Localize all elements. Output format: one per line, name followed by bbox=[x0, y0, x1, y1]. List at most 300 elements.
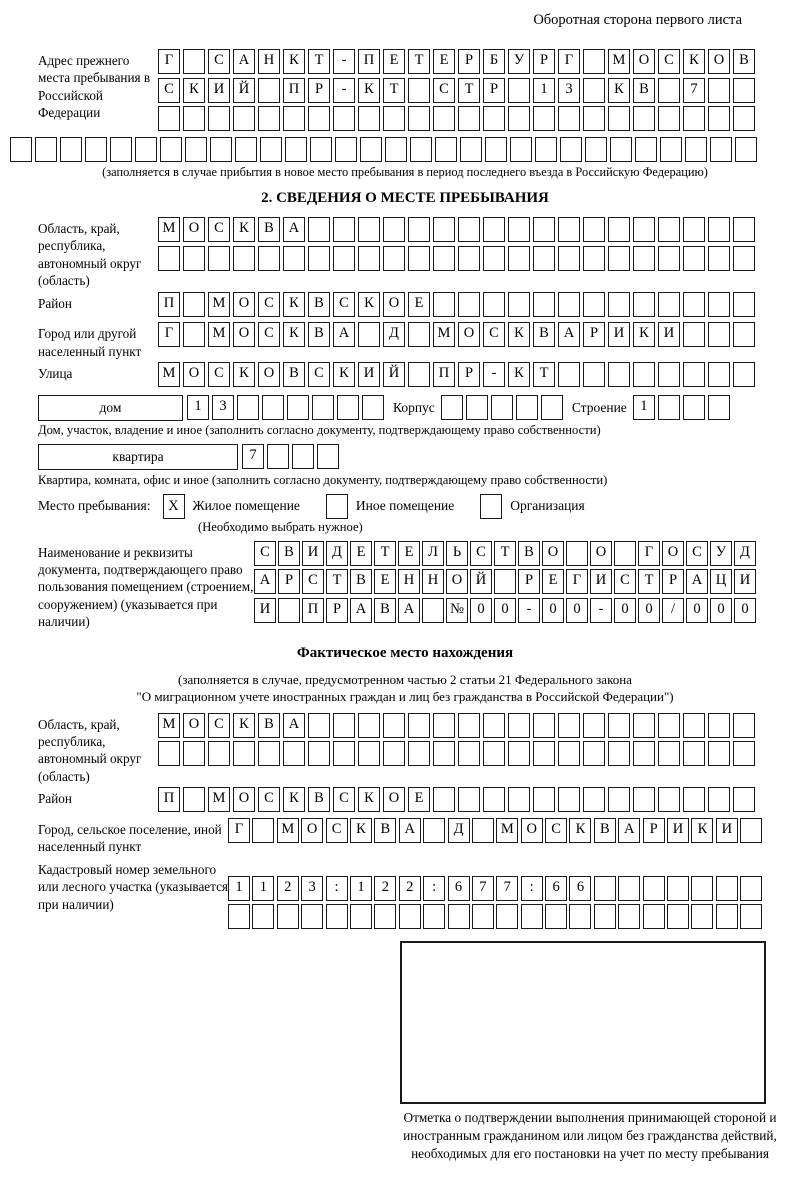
form-cell: 7 bbox=[683, 78, 705, 103]
form-cell: Л bbox=[422, 541, 444, 566]
form-cell bbox=[183, 106, 205, 131]
form-cell: : bbox=[423, 876, 445, 901]
form-cell bbox=[262, 395, 284, 420]
form-cell bbox=[310, 137, 332, 162]
form-cell: П bbox=[158, 787, 180, 812]
form-cell: О bbox=[662, 541, 684, 566]
form-cell bbox=[408, 246, 430, 271]
form-cell: Е bbox=[350, 541, 372, 566]
form-cell bbox=[667, 876, 689, 901]
form-cell bbox=[472, 904, 494, 929]
box-row bbox=[158, 246, 758, 271]
form-cell bbox=[158, 741, 180, 766]
form-cell bbox=[333, 713, 355, 738]
box-row bbox=[228, 818, 765, 843]
form-cell: 7 bbox=[472, 876, 494, 901]
form-cell: Ц bbox=[710, 569, 732, 594]
form-cell: 0 bbox=[494, 598, 516, 623]
form-cell bbox=[358, 322, 380, 347]
form-cell: Т bbox=[638, 569, 660, 594]
option-label-zhiloe: Жилое помещение bbox=[192, 498, 300, 514]
form-cell: С bbox=[433, 78, 455, 103]
form-cell bbox=[633, 106, 655, 131]
form-cell bbox=[691, 876, 713, 901]
form-cell bbox=[10, 137, 32, 162]
form-cell bbox=[235, 137, 257, 162]
form-cell bbox=[483, 292, 505, 317]
box-row bbox=[158, 787, 758, 812]
form-cell: В bbox=[258, 713, 280, 738]
form-cell bbox=[658, 362, 680, 387]
form-cell: Р bbox=[458, 362, 480, 387]
form-cell bbox=[483, 713, 505, 738]
form-cell bbox=[733, 322, 755, 347]
form-cell bbox=[408, 106, 430, 131]
form-cell bbox=[740, 818, 762, 843]
form-cell: Е bbox=[398, 541, 420, 566]
form-cell: 0 bbox=[542, 598, 564, 623]
form-cell: Й bbox=[383, 362, 405, 387]
form-cell bbox=[233, 106, 255, 131]
form-cell: С bbox=[333, 787, 355, 812]
form-cell bbox=[460, 137, 482, 162]
form-cell bbox=[710, 137, 732, 162]
row-dom-korpus-stroenie bbox=[38, 395, 772, 420]
form-cell bbox=[383, 246, 405, 271]
form-cell: В bbox=[374, 818, 396, 843]
form-cell bbox=[466, 395, 488, 420]
form-cell bbox=[408, 362, 430, 387]
form-cell: О bbox=[446, 569, 468, 594]
form-cell bbox=[308, 741, 330, 766]
form-cell bbox=[533, 217, 555, 242]
form-cell bbox=[708, 106, 730, 131]
form-cell bbox=[633, 217, 655, 242]
box-row bbox=[228, 904, 765, 929]
field-label-document: Наименование и реквизиты документа, подтверждающего право пользования помещением (строением, сооружением) (указывается при наличии) bbox=[38, 544, 254, 630]
form-cell bbox=[458, 787, 480, 812]
form-cell bbox=[333, 217, 355, 242]
form-cell: С bbox=[483, 322, 505, 347]
prev-address-boxes bbox=[158, 49, 758, 135]
form-cell: 6 bbox=[569, 876, 591, 901]
form-cell bbox=[408, 713, 430, 738]
form-cell bbox=[683, 787, 705, 812]
form-cell: Г bbox=[638, 541, 660, 566]
form-cell: 6 bbox=[545, 876, 567, 901]
fact-title: Фактическое место нахождения bbox=[296, 644, 514, 661]
form-cell: К bbox=[350, 818, 372, 843]
note-kvartira: Квартира, комната, офис и иное (заполнить согласно документу, подтверждающему право собственности) bbox=[38, 472, 608, 487]
form-cell bbox=[733, 362, 755, 387]
form-cell: О bbox=[233, 322, 255, 347]
form-cell: Р bbox=[483, 78, 505, 103]
form-cell: В bbox=[350, 569, 372, 594]
form-cell: 1 bbox=[252, 876, 274, 901]
field-label-prev-address: Адрес прежнего места пребывания в Российской Федерации bbox=[38, 53, 151, 121]
form-cell bbox=[508, 713, 530, 738]
form-cell bbox=[740, 904, 762, 929]
form-cell bbox=[183, 787, 205, 812]
form-cell bbox=[283, 106, 305, 131]
form-cell bbox=[441, 395, 463, 420]
form-cell bbox=[608, 713, 630, 738]
page-side-caption: Оборотная сторона первого листа bbox=[533, 12, 742, 28]
row-mesto-prebyvaniya bbox=[38, 494, 772, 519]
form-cell bbox=[633, 787, 655, 812]
box-row bbox=[158, 49, 758, 74]
form-cell: О bbox=[233, 292, 255, 317]
form-cell: 0 bbox=[710, 598, 732, 623]
form-cell bbox=[683, 395, 705, 420]
form-cell bbox=[658, 713, 680, 738]
form-cell: У bbox=[508, 49, 530, 74]
form-cell: М bbox=[496, 818, 518, 843]
form-cell: В bbox=[518, 541, 540, 566]
form-cell: К bbox=[569, 818, 591, 843]
form-cell: Н bbox=[422, 569, 444, 594]
form-cell: Р bbox=[308, 78, 330, 103]
box-row bbox=[158, 78, 758, 103]
form-cell: И bbox=[667, 818, 689, 843]
form-cell: Р bbox=[583, 322, 605, 347]
form-cell bbox=[483, 217, 505, 242]
form-cell bbox=[433, 106, 455, 131]
form-cell bbox=[233, 741, 255, 766]
form-cell bbox=[683, 246, 705, 271]
form-cell bbox=[608, 292, 630, 317]
form-cell bbox=[683, 106, 705, 131]
form-cell bbox=[618, 904, 640, 929]
form-cell: С bbox=[333, 292, 355, 317]
form-cell bbox=[358, 713, 380, 738]
section2-title: 2. СВЕДЕНИЯ О МЕСТЕ ПРЕБЫВАНИЯ bbox=[261, 190, 549, 206]
form-cell bbox=[594, 876, 616, 901]
form-cell bbox=[633, 362, 655, 387]
form-cell bbox=[183, 49, 205, 74]
form-cell: В bbox=[308, 787, 330, 812]
form-cell: М bbox=[433, 322, 455, 347]
form-cell bbox=[252, 818, 274, 843]
form-cell bbox=[685, 137, 707, 162]
form-cell: 6 bbox=[448, 876, 470, 901]
form-cell: К bbox=[358, 787, 380, 812]
form-cell bbox=[633, 713, 655, 738]
form-cell bbox=[521, 904, 543, 929]
form-cell bbox=[708, 246, 730, 271]
form-cell: 2 bbox=[399, 876, 421, 901]
form-cell: 2 bbox=[374, 876, 396, 901]
form-cell bbox=[583, 49, 605, 74]
form-cell bbox=[533, 787, 555, 812]
form-cell: Т bbox=[383, 78, 405, 103]
form-cell bbox=[633, 246, 655, 271]
form-cell bbox=[735, 137, 757, 162]
form-cell bbox=[333, 246, 355, 271]
form-cell bbox=[535, 137, 557, 162]
form-cell bbox=[583, 78, 605, 103]
form-cell: 1 bbox=[533, 78, 555, 103]
form-cell: М bbox=[158, 217, 180, 242]
form-cell: Г bbox=[566, 569, 588, 594]
form-cell bbox=[208, 106, 230, 131]
form-cell bbox=[258, 78, 280, 103]
form-cell: 3 bbox=[558, 78, 580, 103]
form-cell bbox=[716, 876, 738, 901]
form-cell bbox=[708, 741, 730, 766]
form-cell bbox=[308, 246, 330, 271]
field-label-rayon: Район bbox=[38, 295, 72, 311]
form-cell bbox=[277, 904, 299, 929]
field-ulitsa bbox=[38, 362, 772, 391]
form-cell bbox=[716, 904, 738, 929]
field-label-gorod: Город или другой населенный пункт bbox=[38, 326, 142, 359]
box-row bbox=[254, 598, 758, 623]
form-cell: 0 bbox=[470, 598, 492, 623]
form-cell bbox=[233, 246, 255, 271]
form-cell: А bbox=[686, 569, 708, 594]
form-cell bbox=[545, 904, 567, 929]
form-cell bbox=[337, 395, 359, 420]
form-cell bbox=[185, 137, 207, 162]
stamp-caption: Отметка о подтверждении выполнения принимающей стороной и иностранным гражданином или лицом без гражданства действий, необходимых для его постановки на учет по месту пребывания bbox=[403, 1109, 777, 1162]
form-cell bbox=[708, 362, 730, 387]
form-cell bbox=[483, 741, 505, 766]
field-label-fact-rayon: Район bbox=[38, 791, 72, 807]
form-cell: К bbox=[691, 818, 713, 843]
form-cell: О bbox=[301, 818, 323, 843]
form-cell bbox=[335, 137, 357, 162]
form-cell bbox=[183, 322, 205, 347]
form-cell: Д bbox=[326, 541, 348, 566]
form-cell bbox=[733, 787, 755, 812]
form-cell bbox=[483, 106, 505, 131]
form-cell: О bbox=[183, 217, 205, 242]
form-cell bbox=[569, 904, 591, 929]
form-cell bbox=[433, 713, 455, 738]
field-label-fact-oblast: Область, край, республика, автономный округ (область) bbox=[38, 716, 142, 784]
checkbox-inoe-pomeshchenie bbox=[326, 494, 348, 519]
form-cell: К bbox=[283, 49, 305, 74]
form-cell bbox=[433, 217, 455, 242]
form-cell bbox=[472, 818, 494, 843]
form-cell: Т bbox=[374, 541, 396, 566]
stroenie-label: Строение bbox=[571, 399, 627, 415]
form-cell: 1 bbox=[228, 876, 250, 901]
form-cell: К bbox=[358, 292, 380, 317]
form-cell: О bbox=[383, 787, 405, 812]
field-fact-rayon bbox=[38, 787, 772, 816]
form-cell: / bbox=[662, 598, 684, 623]
form-cell: А bbox=[398, 598, 420, 623]
form-cell: К bbox=[508, 362, 530, 387]
form-cell bbox=[594, 904, 616, 929]
form-cell: М bbox=[208, 292, 230, 317]
form-cell: Е bbox=[408, 787, 430, 812]
field-label-oblast: Область, край, республика, автономный округ (область) bbox=[38, 221, 142, 289]
box-row bbox=[158, 362, 758, 387]
form-cell bbox=[658, 741, 680, 766]
field-oblast bbox=[38, 217, 772, 290]
form-cell: А bbox=[350, 598, 372, 623]
dom-cells bbox=[187, 395, 387, 412]
form-cell bbox=[558, 292, 580, 317]
form-cell: С bbox=[258, 322, 280, 347]
form-cell: Е bbox=[408, 292, 430, 317]
form-cell bbox=[433, 246, 455, 271]
form-cell bbox=[733, 713, 755, 738]
form-cell: И bbox=[590, 569, 612, 594]
form-cell bbox=[733, 741, 755, 766]
form-cell bbox=[708, 78, 730, 103]
form-cell bbox=[658, 292, 680, 317]
form-cell bbox=[708, 322, 730, 347]
form-cell bbox=[583, 246, 605, 271]
form-cell bbox=[740, 876, 762, 901]
form-cell bbox=[558, 246, 580, 271]
form-cell bbox=[635, 137, 657, 162]
form-cell: М bbox=[608, 49, 630, 74]
form-cell: Ь bbox=[446, 541, 468, 566]
form-cell: О bbox=[183, 713, 205, 738]
form-cell bbox=[358, 741, 380, 766]
form-cell: В bbox=[308, 322, 330, 347]
field-rayon bbox=[38, 292, 772, 321]
form-cell bbox=[258, 106, 280, 131]
form-cell bbox=[483, 787, 505, 812]
form-cell bbox=[408, 322, 430, 347]
form-cell bbox=[533, 741, 555, 766]
form-cell bbox=[683, 741, 705, 766]
form-cell bbox=[683, 217, 705, 242]
form-cell: К bbox=[683, 49, 705, 74]
form-cell: Р bbox=[662, 569, 684, 594]
form-cell: О bbox=[383, 292, 405, 317]
oblast-boxes bbox=[158, 217, 758, 274]
form-cell bbox=[516, 395, 538, 420]
form-content bbox=[0, 49, 800, 1164]
form-cell bbox=[658, 78, 680, 103]
form-cell bbox=[308, 217, 330, 242]
form-cell bbox=[558, 787, 580, 812]
form-cell bbox=[350, 904, 372, 929]
form-cell bbox=[423, 818, 445, 843]
form-cell: К bbox=[358, 78, 380, 103]
field-prev-address bbox=[38, 49, 772, 135]
form-cell: : bbox=[521, 876, 543, 901]
form-cell: В bbox=[278, 541, 300, 566]
form-cell bbox=[362, 395, 384, 420]
form-cell bbox=[533, 713, 555, 738]
form-cell: Т bbox=[533, 362, 555, 387]
form-cell bbox=[633, 741, 655, 766]
form-cell bbox=[508, 246, 530, 271]
box-row bbox=[254, 569, 758, 594]
box-row bbox=[158, 106, 758, 131]
form-cell bbox=[660, 137, 682, 162]
form-cell bbox=[435, 137, 457, 162]
form-cell bbox=[252, 904, 274, 929]
form-cell: 3 bbox=[212, 395, 234, 420]
form-cell bbox=[183, 741, 205, 766]
fact-note-line1: (заполняется в случае, предусмотренном частью 2 статьи 21 Федерального закона bbox=[178, 671, 632, 687]
form-cell bbox=[708, 395, 730, 420]
form-cell bbox=[385, 137, 407, 162]
form-cell bbox=[558, 362, 580, 387]
box-row bbox=[158, 713, 758, 738]
form-cell: С bbox=[158, 78, 180, 103]
form-cell: О bbox=[521, 818, 543, 843]
form-cell: П bbox=[433, 362, 455, 387]
form-cell: Р bbox=[518, 569, 540, 594]
form-cell: В bbox=[308, 292, 330, 317]
form-cell: И bbox=[658, 322, 680, 347]
form-cell: В bbox=[258, 217, 280, 242]
box-row bbox=[228, 876, 765, 901]
form-cell bbox=[608, 362, 630, 387]
form-cell bbox=[258, 741, 280, 766]
form-cell: - bbox=[518, 598, 540, 623]
form-cell: С bbox=[545, 818, 567, 843]
form-cell bbox=[494, 569, 516, 594]
form-cell bbox=[691, 904, 713, 929]
form-cell bbox=[267, 444, 289, 469]
form-cell: И bbox=[608, 322, 630, 347]
form-cell: А bbox=[558, 322, 580, 347]
form-cell bbox=[614, 541, 636, 566]
row-kvartira bbox=[38, 444, 772, 469]
form-cell: И bbox=[358, 362, 380, 387]
form-cell: М bbox=[277, 818, 299, 843]
korpus-cells bbox=[441, 395, 566, 412]
form-cell: О bbox=[590, 541, 612, 566]
form-cell: С bbox=[208, 49, 230, 74]
form-cell bbox=[292, 444, 314, 469]
form-cell: Б bbox=[483, 49, 505, 74]
form-cell bbox=[85, 137, 107, 162]
form-cell bbox=[383, 741, 405, 766]
note-dom: Дом, участок, владение и иное (заполнить согласно документу, подтверждающему право собственности) bbox=[38, 423, 601, 438]
form-cell bbox=[610, 137, 632, 162]
form-cell: - bbox=[483, 362, 505, 387]
form-cell: Р bbox=[278, 569, 300, 594]
form-cell bbox=[458, 713, 480, 738]
form-cell bbox=[608, 217, 630, 242]
form-cell bbox=[508, 106, 530, 131]
form-cell: Т bbox=[308, 49, 330, 74]
field-gorod bbox=[38, 322, 772, 360]
form-cell bbox=[508, 217, 530, 242]
form-cell: - bbox=[333, 49, 355, 74]
form-cell bbox=[683, 362, 705, 387]
form-cell bbox=[658, 106, 680, 131]
form-cell: Г bbox=[558, 49, 580, 74]
form-cell bbox=[408, 78, 430, 103]
form-cell bbox=[160, 137, 182, 162]
form-cell bbox=[658, 246, 680, 271]
form-cell: : bbox=[326, 876, 348, 901]
form-cell bbox=[583, 217, 605, 242]
form-cell bbox=[566, 541, 588, 566]
form-cell bbox=[643, 876, 665, 901]
form-cell: 0 bbox=[734, 598, 756, 623]
form-cell bbox=[333, 106, 355, 131]
form-cell: 1 bbox=[633, 395, 655, 420]
form-cell bbox=[317, 444, 339, 469]
form-cell: 7 bbox=[242, 444, 264, 469]
form-cell: Н bbox=[398, 569, 420, 594]
form-cell bbox=[508, 741, 530, 766]
